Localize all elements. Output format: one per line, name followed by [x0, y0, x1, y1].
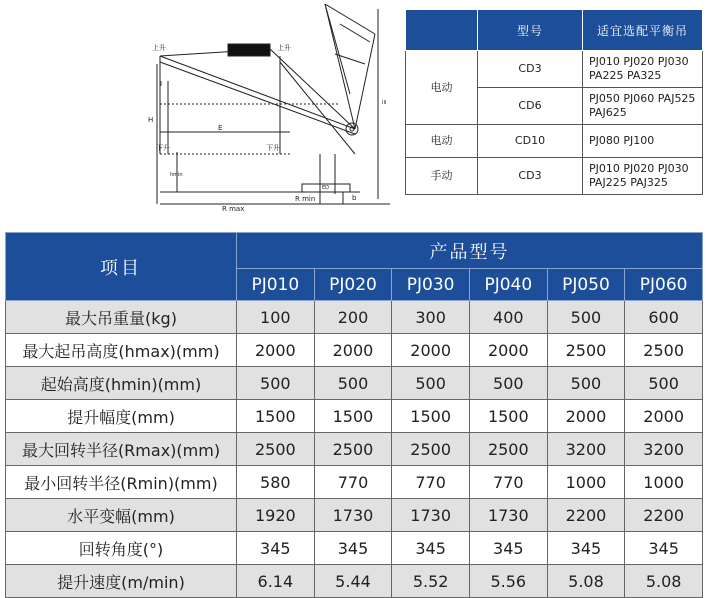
spec-value-cell: 500 [547, 367, 625, 400]
spec-row-label: 提升幅度(mm) [6, 400, 237, 433]
spec-value-cell: 6.14 [237, 565, 315, 598]
spec-value-cell: 1000 [547, 466, 625, 499]
spec-value-cell: 1000 [625, 466, 703, 499]
spec-value-cell: 600 [625, 301, 703, 334]
label-III: III [382, 100, 387, 106]
label-hmin: hmin [170, 172, 183, 178]
spec-value-cell: 345 [625, 532, 703, 565]
spec-value-cell: 345 [547, 532, 625, 565]
spec-value-cell: 5.56 [469, 565, 547, 598]
spec-value-cell: 345 [237, 532, 315, 565]
spec-group-header: 产品型号 [237, 233, 703, 269]
options-row [406, 51, 703, 88]
spec-row-label: 提升速度(m/min) [6, 565, 237, 598]
spec-value-cell: 5.44 [314, 565, 392, 598]
crane-diagram [130, 4, 390, 214]
spec-value-cell: 2000 [392, 334, 470, 367]
spec-value-cell: 5.52 [392, 565, 470, 598]
options-fits: PJ080 PJ100 [583, 125, 703, 158]
spec-value-cell: 2500 [547, 334, 625, 367]
spec-row-label: 最大起吊高度(hmax)(mm) [6, 334, 237, 367]
spec-value-cell: 2000 [547, 400, 625, 433]
spec-row [6, 499, 703, 532]
spec-value-cell: 770 [392, 466, 470, 499]
spec-value-cell: 3200 [547, 433, 625, 466]
options-fits: PJ050 PJ060 PAJ525 PAJ625 [583, 88, 703, 125]
model-header: PJ050 [547, 269, 625, 301]
spec-value-cell: 300 [392, 301, 470, 334]
options-fits: PJ010 PJ020 PJ030 PAJ225 PAJ325 [583, 158, 703, 195]
spec-value-cell: 345 [314, 532, 392, 565]
spec-value-cell: 500 [469, 367, 547, 400]
spec-value-cell: 345 [469, 532, 547, 565]
model-header: PJ020 [314, 269, 392, 301]
label-down-left: 下升 [156, 144, 170, 152]
spec-value-cell: 5.08 [547, 565, 625, 598]
label-rmin: R min [295, 195, 316, 203]
spec-table [5, 232, 703, 598]
options-header-blank [406, 10, 478, 51]
spec-value-cell: 2000 [625, 400, 703, 433]
spec-value-cell: 500 [237, 367, 315, 400]
options-fits: PJ010 PJ020 PJ030 PA225 PA325 [583, 51, 703, 88]
spec-value-cell: 2200 [625, 499, 703, 532]
options-row [406, 158, 703, 195]
options-drive: 电动 [406, 51, 478, 125]
spec-value-cell: 500 [392, 367, 470, 400]
spec-value-cell: 2500 [237, 433, 315, 466]
spec-value-cell: 345 [392, 532, 470, 565]
options-model: CD3 [478, 158, 583, 195]
spec-value-cell: 770 [469, 466, 547, 499]
spec-value-cell: 100 [237, 301, 315, 334]
spec-value-cell: 770 [314, 466, 392, 499]
label-rmax: R max [222, 205, 245, 213]
spec-group-header-row [6, 233, 703, 269]
spec-value-cell: 2000 [469, 334, 547, 367]
spec-row [6, 532, 703, 565]
label-I: I [160, 80, 163, 88]
spec-value-cell: 500 [314, 367, 392, 400]
spec-value-cell: 1730 [469, 499, 547, 532]
spec-value-cell: 2500 [314, 433, 392, 466]
spec-value-cell: 2500 [625, 334, 703, 367]
spec-row-label: 回转角度(°) [6, 532, 237, 565]
spec-value-cell: 2000 [314, 334, 392, 367]
options-header-row [406, 10, 703, 51]
model-header: PJ030 [392, 269, 470, 301]
spec-row [6, 433, 703, 466]
label-up-left: 上升 [152, 44, 166, 52]
spec-value-cell: 5.08 [625, 565, 703, 598]
spec-row-label: 最大吊重量(kg) [6, 301, 237, 334]
spec-value-cell: 1500 [392, 400, 470, 433]
options-drive: 电动 [406, 125, 478, 158]
spec-value-cell: 500 [547, 301, 625, 334]
spec-row [6, 466, 703, 499]
spec-row [6, 400, 703, 433]
spec-row [6, 301, 703, 334]
spec-value-cell: 2500 [469, 433, 547, 466]
label-ED: ED [322, 185, 330, 191]
spec-body [6, 301, 703, 598]
label-E: E [218, 124, 223, 132]
spec-value-cell: 500 [625, 367, 703, 400]
spec-value-cell: 3200 [625, 433, 703, 466]
model-header: PJ010 [237, 269, 315, 301]
spec-row-label: 水平变幅(mm) [6, 499, 237, 532]
spec-value-cell: 2200 [547, 499, 625, 532]
spec-value-cell: 2000 [237, 334, 315, 367]
spec-value-cell: 200 [314, 301, 392, 334]
model-header: PJ040 [469, 269, 547, 301]
options-model: CD6 [478, 88, 583, 125]
options-drive: 手动 [406, 158, 478, 195]
spec-row [6, 334, 703, 367]
options-header-fits: 适宜选配平衡吊 [583, 10, 703, 51]
spec-row-label: 起始高度(hmin)(mm) [6, 367, 237, 400]
spec-value-cell: 1500 [469, 400, 547, 433]
spec-value-cell: 2500 [392, 433, 470, 466]
options-row [406, 125, 703, 158]
spec-row-label: 最大回转半径(Rmax)(mm) [6, 433, 237, 466]
spec-value-cell: 1730 [314, 499, 392, 532]
hoist-options-table [405, 9, 703, 195]
options-model: CD3 [478, 51, 583, 88]
label-H: H [148, 116, 154, 124]
label-down-right: 下升 [266, 144, 280, 152]
spec-value-cell: 1500 [237, 400, 315, 433]
spec-row [6, 367, 703, 400]
options-header-model: 型号 [478, 10, 583, 51]
spec-item-header: 项目 [6, 233, 237, 301]
spec-value-cell: 400 [469, 301, 547, 334]
spec-value-cell: 1920 [237, 499, 315, 532]
spec-value-cell: 580 [237, 466, 315, 499]
spec-row-label: 最小回转半径(Rmin)(mm) [6, 466, 237, 499]
options-model: CD10 [478, 125, 583, 158]
spec-value-cell: 1730 [392, 499, 470, 532]
model-header: PJ060 [625, 269, 703, 301]
label-up-right: 上升 [277, 44, 291, 52]
spec-value-cell: 1500 [314, 400, 392, 433]
label-b: b [352, 194, 357, 202]
spec-row [6, 565, 703, 598]
